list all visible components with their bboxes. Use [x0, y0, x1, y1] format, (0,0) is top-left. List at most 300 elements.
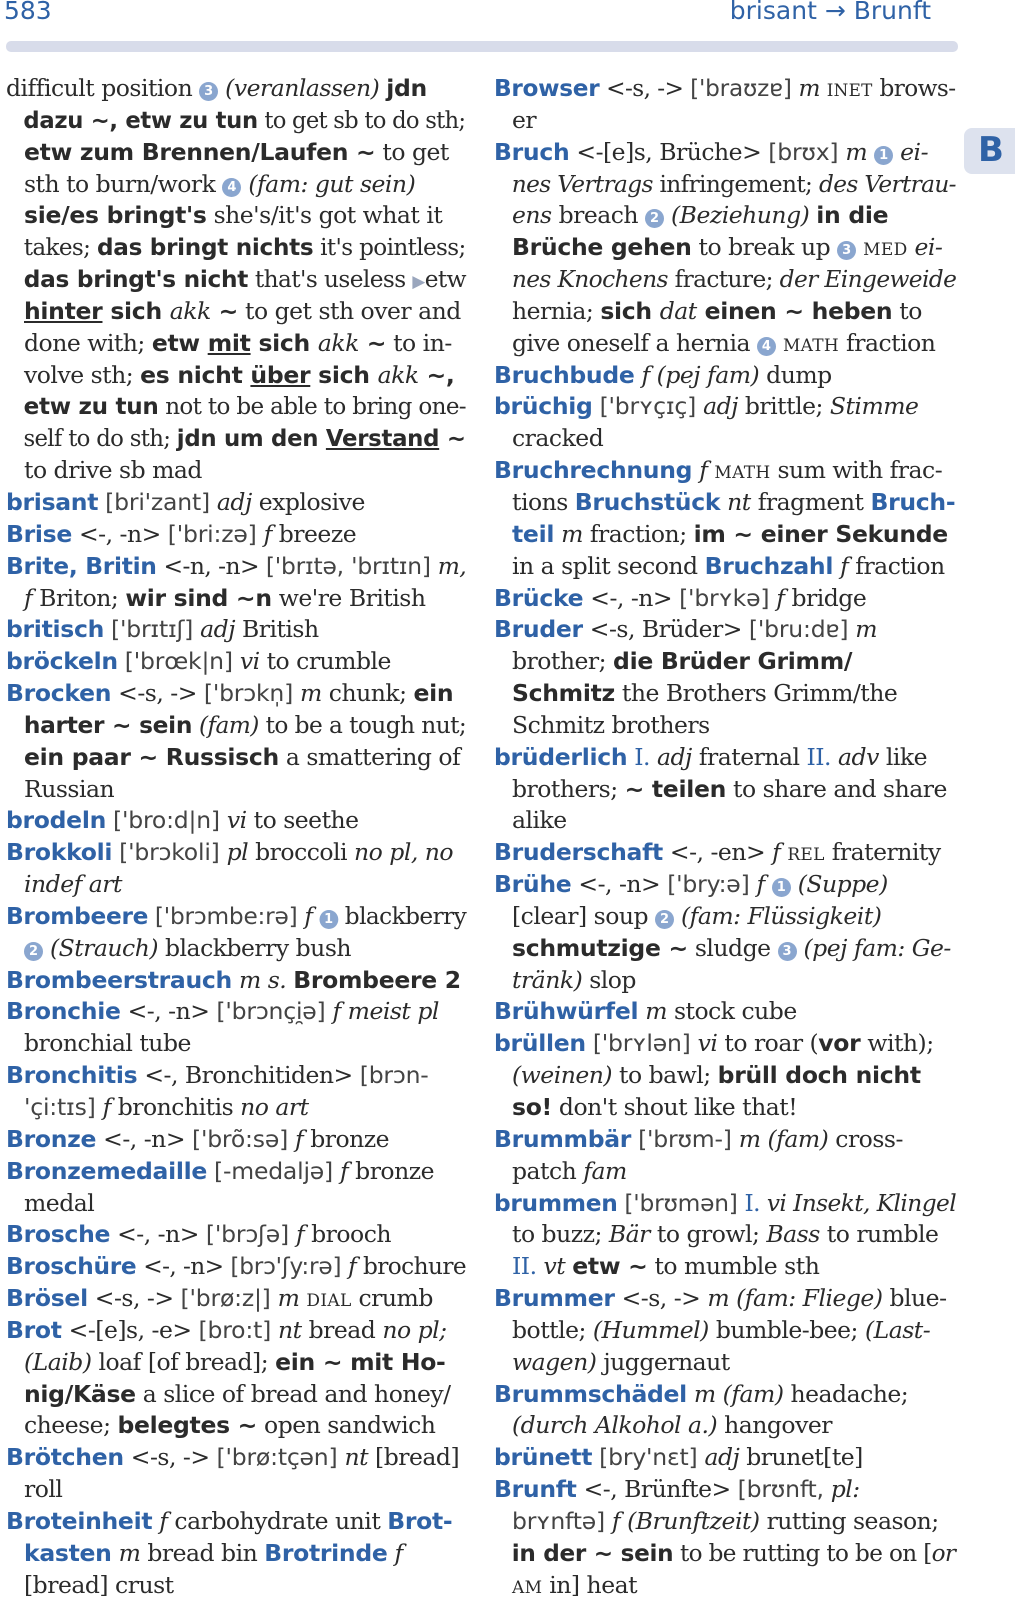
text-run: er — [512, 105, 537, 134]
text-run: etw — [424, 265, 466, 294]
text-run — [96, 1093, 103, 1121]
entry-line — [6, 710, 467, 742]
grammar-label: pl: — [830, 1475, 860, 1504]
entry-line — [6, 1538, 466, 1570]
example-phrase: das bringt's nicht — [23, 265, 249, 294]
entry-line — [494, 869, 956, 901]
grammar-label: f — [756, 870, 765, 899]
sense-number-badge: 4 — [222, 178, 241, 197]
entry-line — [6, 583, 466, 615]
example-phrase: sich — [102, 296, 170, 325]
phonetic-transcription: ['brõ:sə] — [191, 1124, 289, 1153]
grammar-label: f — [304, 901, 313, 930]
part-numeral: I. — [744, 1188, 760, 1217]
left-column — [6, 73, 466, 1602]
text-run: to be a tough nut; — [258, 710, 467, 739]
grammar-label: des Vertrau- — [818, 169, 956, 198]
text-run: to roar ( — [717, 1029, 819, 1058]
entry-line — [6, 1188, 466, 1220]
example-phrase: etw zum Brennen/Laufen ~ — [24, 137, 376, 166]
grammar-label: akk — [377, 360, 419, 389]
example-phrase: im ~ einer Sekunde — [693, 519, 948, 548]
entry-line — [6, 1570, 466, 1602]
headword: Broschüre — [6, 1252, 137, 1281]
example-phrase: in die — [816, 201, 889, 230]
phonetic-transcription: [brʊx] — [768, 137, 839, 166]
grammar-label: m — [845, 137, 868, 166]
entry-line — [494, 264, 957, 296]
headword: Bruch- — [870, 487, 956, 516]
text-run: Briton; — [32, 583, 126, 612]
entry-line — [494, 965, 956, 997]
entry-line — [494, 360, 956, 392]
text-run — [765, 870, 772, 898]
text-run: fracture; — [667, 265, 780, 294]
entry-line — [6, 360, 466, 392]
entry-line — [494, 1506, 956, 1538]
grammar-label: f (pej fam) — [641, 360, 760, 389]
entry-line — [494, 805, 956, 837]
entry-line — [6, 1347, 466, 1379]
text-run: brothers; — [512, 774, 625, 803]
entry-line — [6, 742, 466, 774]
domain-label: MATH — [782, 335, 840, 356]
text-run: <-s, -> — [87, 1284, 181, 1313]
headword: Brombeerstrauch — [6, 965, 232, 994]
entry-line — [6, 423, 466, 455]
entry-line — [494, 996, 956, 1028]
text-run: <-, -n> — [120, 997, 217, 1026]
text-run: to be rutting to be on [ — [673, 1538, 932, 1567]
example-phrase: jdn — [386, 74, 427, 102]
entry-line — [494, 487, 956, 519]
phonetic-transcription: ['bry:ə] — [667, 870, 750, 899]
text-run: <-, -n> — [110, 1220, 206, 1249]
phonetic-transcription: ['braʊzɐ] — [690, 74, 792, 102]
entry-line — [494, 1474, 956, 1506]
headword: brisant — [6, 487, 99, 516]
text-run: broccoli — [248, 838, 355, 867]
example-phrase: brüll doch nicht — [717, 1061, 921, 1090]
grammar-label: der Eingeweide — [779, 265, 957, 294]
part-numeral: II. — [512, 1252, 537, 1281]
text-run: she's/it's got what it — [206, 201, 443, 230]
entry-line — [6, 1283, 466, 1315]
text-run: brunet[te] — [739, 1443, 863, 1472]
grammar-label: m — [798, 74, 820, 102]
grammar-label: f — [840, 551, 849, 580]
phonetic-transcription: ['brʏlən] — [592, 1029, 691, 1058]
entry-line — [494, 391, 956, 423]
arrow-icon: ▶ — [412, 272, 425, 293]
sense-number-badge: 2 — [645, 209, 664, 228]
text-run: that's useless — [248, 265, 413, 294]
text-run — [271, 1284, 278, 1312]
entry-line — [6, 264, 466, 296]
text-run: slop — [582, 965, 636, 994]
grammar-label: m — [300, 679, 322, 708]
text-run: fragment — [750, 487, 871, 516]
grammar-label: vi — [239, 647, 260, 676]
grammar-label: m, — [437, 551, 467, 580]
text-run: <-[e]s, -e> — [61, 1315, 199, 1344]
text-run: cracked — [512, 424, 604, 453]
grammar-label: f — [263, 519, 272, 548]
sense-number-badge: 1 — [874, 146, 893, 165]
headword: brodeln — [6, 806, 107, 835]
grammar-label: fam — [583, 1156, 627, 1185]
text-run: <-[e]s, Brüche> — [569, 137, 769, 166]
text-run: [bread] crust — [24, 1570, 174, 1599]
entry-line — [6, 1442, 466, 1474]
headword: Browser — [494, 74, 600, 102]
text-run: to seethe — [246, 806, 359, 835]
entry-line — [6, 200, 466, 232]
grammar-label: adv — [838, 742, 879, 771]
text-run: to rumble — [819, 1220, 939, 1249]
headword: Bruder — [494, 615, 583, 644]
example-phrase: sich — [600, 296, 660, 325]
entry-line — [494, 200, 956, 232]
grammar-label: adj — [200, 615, 235, 644]
text-run: open sandwich — [257, 1411, 436, 1440]
text-run: chunk; — [321, 679, 414, 708]
headword: brüderlich — [494, 742, 628, 771]
phonetic-transcription: ['brʏçɪç] — [599, 392, 697, 421]
text-run: to buzz; — [512, 1220, 609, 1249]
text-run: headache; — [783, 1379, 909, 1408]
text-run: bronze — [303, 1124, 390, 1153]
grammar-label: f — [24, 583, 33, 612]
entry-line — [494, 296, 956, 328]
entry-line — [6, 232, 466, 264]
text-run — [210, 488, 217, 516]
example-phrase: Verstand — [325, 424, 440, 453]
grammar-label: (weinen) — [512, 1061, 613, 1090]
text-run — [687, 1380, 694, 1408]
grammar-label: f — [348, 1252, 357, 1281]
text-run: to bawl; — [612, 1061, 718, 1090]
headword: Brot- — [387, 1506, 453, 1535]
example-phrase: über — [250, 360, 311, 389]
entry-line — [494, 678, 956, 710]
entry-line — [494, 1538, 956, 1570]
text-run: to get sb to do sth; — [257, 105, 466, 134]
text-run — [288, 1125, 295, 1153]
text-run: bread — [301, 1315, 383, 1344]
example-phrase: so! — [512, 1093, 552, 1121]
grammar-label: nt — [344, 1443, 369, 1472]
text-run: hangover — [717, 1411, 832, 1440]
phonetic-transcription: [bro:t] — [198, 1315, 272, 1344]
entry-line — [494, 614, 956, 646]
headword: kasten — [24, 1538, 112, 1567]
domain-label: DIAL — [306, 1291, 352, 1312]
headword: Broteinheit — [6, 1506, 153, 1535]
entry-line — [494, 137, 956, 169]
phonetic-transcription: ['brʏkə] — [679, 583, 770, 612]
entry-line — [494, 646, 956, 678]
text-run — [104, 615, 111, 643]
text-run: medal — [24, 1188, 95, 1217]
text-run: sludge — [687, 933, 778, 962]
example-phrase: etw ~ — [572, 1252, 648, 1281]
text-run: patch — [512, 1156, 584, 1185]
phonetic-transcription: brʏnftə] — [512, 1506, 605, 1535]
text-run: sum with frac- — [770, 456, 943, 485]
text-run — [750, 870, 757, 898]
grammar-label: f — [295, 1220, 305, 1249]
phonetic-transcription: ['bru:dɐ] — [748, 615, 849, 644]
text-run: tions — [512, 487, 575, 516]
grammar-label: f — [699, 456, 708, 485]
text-run: self to do sth; — [23, 424, 177, 453]
sense-number-badge: 3 — [778, 942, 797, 961]
example-phrase: ein paar ~ Russisch — [24, 742, 279, 771]
example-phrase: hinter — [24, 296, 103, 325]
grammar-label: (Strauch) — [43, 933, 159, 962]
phonetic-transcription: ['bro:d|n] — [113, 806, 220, 835]
headword: brünett — [494, 1443, 593, 1472]
text-run: takes; — [23, 233, 98, 262]
grammar-label: nes Knochens — [511, 265, 668, 294]
example-phrase: belegtes ~ — [117, 1411, 258, 1440]
sense-number-badge: 3 — [199, 82, 218, 101]
example-phrase: ein ~ mit Ho- — [275, 1347, 446, 1376]
grammar-label: m — [118, 1538, 141, 1567]
entry-line — [6, 965, 466, 997]
grammar-label: Bär — [608, 1220, 650, 1249]
text-run — [586, 1029, 593, 1057]
text-run: <-s, -> — [614, 1284, 708, 1313]
grammar-label: f meist pl — [332, 997, 439, 1026]
grammar-label: m (fam) — [738, 1124, 829, 1153]
entry-line — [6, 996, 466, 1028]
text-run — [326, 997, 333, 1025]
text-run: fraction — [839, 328, 936, 357]
entry-line — [6, 296, 466, 328]
phonetic-transcription: ['brɔmbe:rə] — [154, 901, 298, 930]
entry-line — [6, 1092, 466, 1124]
headword: Bruderschaft — [494, 838, 663, 867]
text-run: <-, -n> — [571, 870, 668, 899]
grammar-label: adj — [703, 392, 738, 421]
text-run — [831, 743, 838, 771]
phonetic-transcription: [bri'zant] — [105, 487, 210, 516]
entry-line — [494, 1219, 956, 1251]
grammar-label: (Suppe) — [790, 870, 888, 899]
domain-label: MATH — [714, 463, 771, 484]
entry-line — [494, 710, 956, 742]
grammar-label: (fam: gut sein) — [241, 169, 416, 198]
example-phrase: ~, — [418, 360, 455, 389]
example-phrase: wir sind ~n — [125, 583, 272, 612]
grammar-label: (pej fam: Ge- — [796, 933, 951, 962]
entry-line — [6, 837, 466, 869]
entry-line — [6, 519, 466, 551]
text-run: not to be able to bring one- — [158, 392, 466, 421]
text-run: cross- — [828, 1124, 903, 1153]
headword: Bronchie — [6, 997, 121, 1026]
entry-line — [6, 1379, 466, 1411]
entry-line — [6, 901, 467, 933]
example-phrase: ein — [413, 679, 454, 708]
headword: Brosche — [6, 1220, 111, 1249]
example-phrase: schmutzige ~ — [512, 933, 688, 962]
text-run: loaf [of bread]; — [91, 1347, 276, 1376]
entry-line — [494, 1060, 956, 1092]
text-run: <-, -en> — [662, 838, 773, 867]
headword: Brühe — [494, 870, 572, 899]
entry-line — [6, 328, 466, 360]
sense-number-badge: 2 — [655, 910, 674, 929]
text-run — [824, 1475, 831, 1503]
text-run: <-, -n> — [96, 1124, 192, 1153]
entry-line — [494, 1347, 956, 1379]
entry-line — [6, 1156, 466, 1188]
text-run: infringement; — [652, 169, 819, 198]
text-run: volve sth; — [24, 360, 141, 389]
text-run: <-s, -> — [599, 74, 691, 102]
domain-label: INET — [826, 81, 873, 101]
grammar-label: f — [394, 1538, 403, 1567]
grammar-label: indef art — [24, 870, 122, 899]
text-run: sth to burn/work — [24, 169, 223, 198]
text-run — [298, 902, 305, 930]
text-run — [293, 679, 300, 707]
grammar-label: akk — [317, 328, 359, 357]
example-phrase: Brombeere 2 — [293, 965, 461, 994]
entry-line — [6, 551, 467, 583]
text-run: <-s, -> — [123, 1443, 217, 1472]
text-run — [112, 1539, 119, 1567]
text-run — [220, 806, 227, 834]
entry-line — [494, 1124, 956, 1156]
text-run: carbohydrate unit — [167, 1506, 388, 1535]
text-run — [388, 1539, 395, 1567]
text-run: Schmitz brothers — [512, 710, 710, 739]
text-run: to — [892, 296, 922, 325]
entry-line — [494, 423, 956, 455]
text-run: to break up — [691, 233, 838, 262]
text-run — [593, 392, 600, 420]
grammar-label: m — [277, 1284, 300, 1313]
text-run — [691, 1029, 698, 1057]
grammar-label: adj — [657, 742, 692, 771]
entry-line — [6, 169, 466, 201]
text-run — [106, 806, 113, 834]
entry-line — [6, 1060, 466, 1092]
entry-line — [494, 73, 956, 105]
text-run: bronze — [348, 1156, 435, 1185]
text-run: bottle; — [512, 1315, 593, 1344]
entry-line — [494, 1410, 956, 1442]
entry-line — [6, 105, 466, 137]
text-run: to share and share — [726, 774, 947, 803]
text-run: we're British — [271, 583, 426, 612]
entry-line — [6, 933, 466, 965]
entry-line — [494, 328, 956, 360]
text-run — [312, 902, 319, 930]
entry-line — [6, 487, 466, 519]
example-phrase: ~ — [439, 424, 466, 453]
entry-line — [494, 1251, 956, 1283]
text-run: dump — [759, 360, 832, 389]
text-run: brooch — [304, 1220, 391, 1249]
grammar-label: adj — [704, 1443, 740, 1472]
text-run: breach — [551, 201, 646, 230]
entry-line — [6, 1028, 466, 1060]
text-run: <-n, -n> — [156, 551, 266, 580]
example-phrase: Schmitz — [512, 679, 615, 708]
phonetic-transcription: ['brɔkoli] — [119, 838, 220, 867]
text-run: bronchitis — [110, 1093, 241, 1121]
headword: Brombeere — [6, 901, 149, 930]
grammar-label: (durch Alkohol a.) — [512, 1411, 718, 1440]
phonetic-transcription: ['brʊm-] — [638, 1124, 732, 1153]
example-phrase: etw zu tun — [23, 392, 159, 421]
entry-line — [494, 933, 956, 965]
text-run — [257, 520, 264, 548]
text-run: fraction — [848, 551, 945, 580]
headword: Brotrinde — [264, 1538, 388, 1567]
headword: Brot — [6, 1315, 62, 1344]
sense-number-badge: 2 — [24, 942, 43, 961]
text-run: to in- — [386, 328, 452, 357]
text-run: bridge — [784, 583, 867, 612]
entry-line — [494, 1315, 956, 1347]
entry-line — [494, 1570, 956, 1602]
headword: Bronchitis — [6, 1061, 138, 1090]
headword: Bruchstück — [574, 487, 721, 516]
text-run: fraction; — [582, 519, 694, 548]
grammar-label: f (Brunftzeit) — [611, 1506, 760, 1535]
domain-label: AM — [512, 1577, 543, 1598]
text-run — [738, 1189, 745, 1217]
example-phrase: das bringt nichts — [97, 233, 314, 262]
example-phrase: jdn um den — [176, 424, 326, 453]
text-run — [271, 1316, 278, 1344]
grammar-label: f — [772, 838, 781, 867]
grammar-label: m (fam: Fliege) — [707, 1284, 883, 1313]
example-phrase: sie/es bringt's — [24, 201, 207, 230]
example-phrase: ~ teilen — [624, 774, 727, 803]
text-run — [233, 647, 240, 675]
entry-line — [6, 1474, 466, 1506]
headword: Brummbär — [494, 1124, 632, 1153]
text-run: it's pointless; — [313, 233, 466, 262]
headword: Brötchen — [6, 1443, 124, 1472]
grammar-label: m (fam) — [693, 1379, 784, 1408]
part-numeral: II. — [806, 742, 832, 771]
text-run: British — [234, 615, 319, 644]
entry-line — [6, 455, 466, 487]
entry-line — [494, 1188, 957, 1220]
text-run — [631, 1125, 638, 1153]
entry-line — [6, 614, 466, 646]
text-run: stock cube — [667, 997, 797, 1026]
phonetic-transcription: ['brɪtɪʃ] — [111, 615, 194, 644]
text-run: bumble-bee; — [708, 1315, 865, 1344]
text-run: [clear] soup — [512, 901, 655, 930]
text-run: [bread] — [368, 1443, 460, 1472]
thumb-index-letter: B — [978, 130, 1004, 170]
entry-line — [494, 901, 956, 933]
grammar-label: (fam: Flüssigkeit) — [674, 901, 882, 930]
text-run: hernia; — [512, 296, 601, 325]
example-phrase: mit — [207, 328, 251, 357]
text-run: to get sth over and — [238, 296, 461, 325]
